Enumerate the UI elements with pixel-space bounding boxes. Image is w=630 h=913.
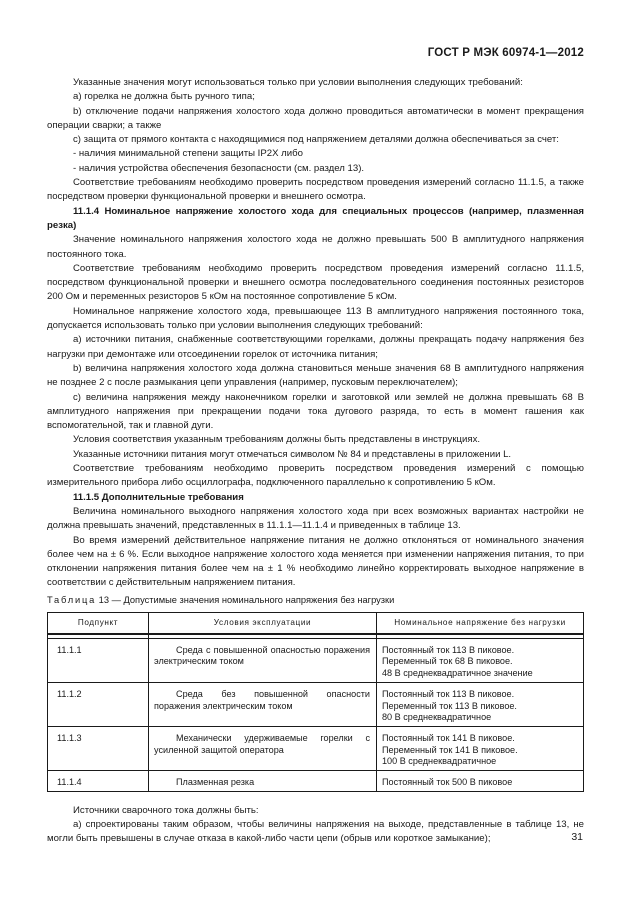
paragraph: Номинальное напряжение холостого хода, превышающее 113 В амплитудного напряжения постоянного тока, допускается использовать только при условии выполнения следующих требований: xyxy=(47,305,584,332)
paragraph: Величина номинального выходного напряжения холостого хода при всех возможных вариантах настройки не должна превышать значений, представленных в 11.1.1—11.1.4 и приведенных в таблице 13. xyxy=(47,505,584,532)
cell-subclause: 11.1.3 xyxy=(48,726,149,770)
cell-voltage: Постоянный ток 141 В пиковое. Переменный ток 141 В пиковое. 100 В среднеквадратичное xyxy=(377,726,584,770)
table-row xyxy=(48,638,584,682)
column-header-subclause: Подпункт xyxy=(48,612,149,634)
table-row xyxy=(48,771,584,792)
paragraph: с) величина напряжения между наконечником горелки и заготовкой или землей не должна превышать 68 В амплитудного напряжения при прекращении подачи тока дугового разряда, то есть в момент гашения как вспомогательной, так и главной дуги. xyxy=(47,391,584,432)
after-table-text xyxy=(47,804,584,847)
paragraph: а) горелка не должна быть ручного типа; xyxy=(73,91,255,103)
cell-conditions: Механически удерживаемые горелки с усиленной защитой оператора xyxy=(149,726,377,770)
paragraph: Соответствие требованиям необходимо проверить посредством проведения измерений согласно 11.1.5, а также посредством проверки функциональной проверки и внешнего осмотра. xyxy=(47,177,584,203)
cell-conditions: Среда без повышенной опасности поражения электрическим током xyxy=(149,682,377,726)
paragraph: Соответствие требованиям необходимо проверить посредством проведения измерений согласно 11.1.5, посредством функциональной проверки и внешнего осмотра последовательного соединения постоянных резисторов 200 Ом и переменных резисторов 5 кОм на постоянное сопротивление 5 кОм. xyxy=(47,262,584,303)
paragraph: Соответствие требованиям необходимо проверить посредством проведения измерений с помощью измерительного прибора либо осциллографа, подключенного параллельно к сопротивлению 5 кОм. xyxy=(47,463,584,489)
section-heading: 11.1.5 Дополнительные требования xyxy=(73,491,244,503)
cell-conditions: Плазменная резка xyxy=(149,771,377,792)
cell-conditions: Среда с повышенной опасностью поражения электрическим током xyxy=(149,638,377,682)
table-caption-label: Таблица xyxy=(47,594,97,605)
table-row xyxy=(48,726,584,770)
table-row xyxy=(48,682,584,726)
cell-voltage: Постоянный ток 113 В пиковое. Переменный ток 113 В пиковое. 80 В среднеквадратичное xyxy=(377,682,584,726)
paragraph: а) источники питания, снабженные соответствующими горелками, должны прекращать подачу напряжения без нагрузки при демонтаже или отсоединении горелок от источника питания; xyxy=(47,334,584,360)
paragraph: с) защита от прямого контакта с находящимися под напряжением деталями должна обеспечиваться за счет: xyxy=(73,134,559,146)
table-caption-text: 13 — Допустимые значения номинального напряжения без нагрузки xyxy=(98,594,395,605)
voltage-table xyxy=(47,612,584,792)
cell-subclause: 11.1.1 xyxy=(48,638,149,682)
paragraph: b) отключение подачи напряжения холостого хода должно проводиться автоматически в момент прекращения операции сварки; а также xyxy=(47,105,584,131)
paragraph: Источники сварочного тока должны быть: xyxy=(73,804,259,816)
column-header-voltage: Номинальное напряжение без нагрузки xyxy=(377,612,584,634)
paragraph: Указанные источники питания могут отмечаться символом № 84 и представлены в приложении L. xyxy=(73,448,512,460)
paragraph: Значение номинального напряжения холостого хода не должно превышать 500 В амплитудного напряжения постоянного тока. xyxy=(47,234,584,260)
paragraph: Во время измерений действительное напряжение питания не должно отклоняться от номинального значения более чем на ± 6 %. Если выходное напряжение холостого хода меняется при изменении напряжения питания, то при отклонении напряжения питания более чем на ± 1 % необходимо линейно корректировать выходное напряжение в соответствии с действительным напряжением питания. xyxy=(47,534,584,589)
cell-voltage: Постоянный ток 113 В пиковое. Переменный ток 68 В пиковое. 48 В среднеквадратичное значение xyxy=(377,638,584,682)
paragraph: Условия соответствия указанным требованиям должны быть представлены в инструкциях. xyxy=(73,434,481,446)
cell-subclause: 11.1.2 xyxy=(48,682,149,726)
column-header-conditions: Условия эксплуатации xyxy=(149,612,377,634)
table-caption xyxy=(47,593,584,607)
table-header-row xyxy=(48,612,584,634)
page-number: 31 xyxy=(571,831,583,843)
document-header: ГОСТ Р МЭК 60974-1—2012 xyxy=(427,47,584,59)
paragraph: Указанные значения могут использоваться только при условии выполнения следующих требований: xyxy=(73,77,523,88)
paragraph: b) величина напряжения холостого хода должна становиться меньше значения 68 В амплитудного напряжения не позднее 2 с после размыкания цепи управления (например, пусковым переключателем); xyxy=(47,362,584,389)
cell-subclause: 11.1.4 xyxy=(48,771,149,792)
paragraph: - наличия минимальной степени защиты IP2X либо xyxy=(73,148,303,160)
paragraph: а) спроектированы таким образом, чтобы величины напряжения на выходе, представленные в таблице 13, не могли быть превышены в случае отказа в какой-либо части цепи (обрыв или короткое замыкание); xyxy=(47,819,584,845)
paragraph: - наличия устройства обеспечения безопасности (см. раздел 13). xyxy=(73,162,365,174)
section-heading: 11.1.4 Номинальное напряжение холостого хода для специальных процессов (например, плазменная резка) xyxy=(47,205,584,231)
page-content xyxy=(47,76,584,847)
cell-voltage: Постоянный ток 500 В пиковое xyxy=(377,771,584,792)
